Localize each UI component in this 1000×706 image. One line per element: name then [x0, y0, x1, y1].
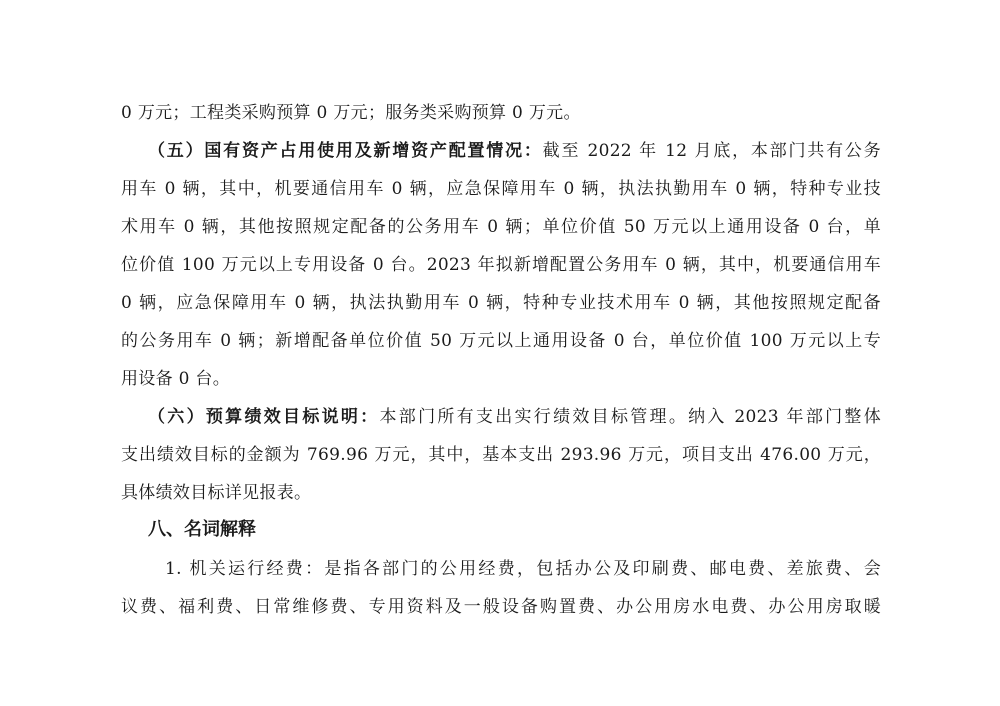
text-span: 的公务用车 0 辆；新增配备单位价值 50 万元以上通用设备 0 台，单位价值 100 万元以上专 — [121, 331, 881, 351]
paragraph-line — [121, 481, 881, 505]
section-heading: 八、名词解释 — [148, 519, 256, 540]
paragraph-line — [121, 367, 881, 391]
paragraph-line — [121, 253, 881, 277]
paragraph-line — [121, 595, 881, 619]
paragraph-line — [148, 139, 881, 163]
text-span: 1. 机关运行经费：是指各部门的公用经费，包括办公及印刷费、邮电费、差旅费、会 — [165, 559, 881, 579]
text-span: 位价值 100 万元以上专用设备 0 台。2023 年拟新增配置公务用车 0 辆，其中，机要通信用车 — [121, 255, 881, 275]
paragraph-line — [165, 557, 881, 581]
paragraph-line — [148, 405, 881, 429]
text-span: 支出绩效目标的金额为 769.96 万元，其中，基本支出 293.96 万元，项目支出 476.00 万元， — [121, 445, 881, 465]
paragraph-line — [121, 215, 881, 239]
paragraph-label: （六）预算绩效目标说明： — [148, 407, 380, 427]
text-span: 截至 2022 年 12 月底，本部门共有公务 — [542, 141, 881, 161]
text-span: 议费、福利费、日常维修费、专用资料及一般设备购置费、办公用房水电费、办公用房取暖 — [121, 597, 881, 617]
paragraph-line — [121, 329, 881, 353]
text-span: 具体绩效目标详见报表。 — [121, 483, 312, 503]
text-span: 术用车 0 辆，其他按照规定配备的公务用车 0 辆；单位价值 50 万元以上通用设备 0 台，单 — [121, 217, 881, 237]
paragraph-line — [121, 101, 881, 125]
paragraph-line — [121, 291, 881, 315]
text-span: 用车 0 辆，其中，机要通信用车 0 辆，应急保障用车 0 辆，执法执勤用车 0 辆，特种专业技 — [121, 179, 881, 199]
text-span: 本部门所有支出实行绩效目标管理。纳入 2023 年部门整体 — [379, 407, 881, 427]
text-span: 用设备 0 台。 — [121, 369, 231, 389]
text-span: 0 辆，应急保障用车 0 辆，执法执勤用车 0 辆，特种专业技术用车 0 辆，其他按照规定配备 — [121, 293, 881, 313]
paragraph-line — [121, 443, 881, 467]
paragraph-label: （五）国有资产占用使用及新增资产配置情况： — [148, 141, 543, 161]
text-span: 0 万元；工程类采购预算 0 万元；服务类采购预算 0 万元。 — [121, 103, 581, 123]
paragraph-line — [121, 177, 881, 201]
